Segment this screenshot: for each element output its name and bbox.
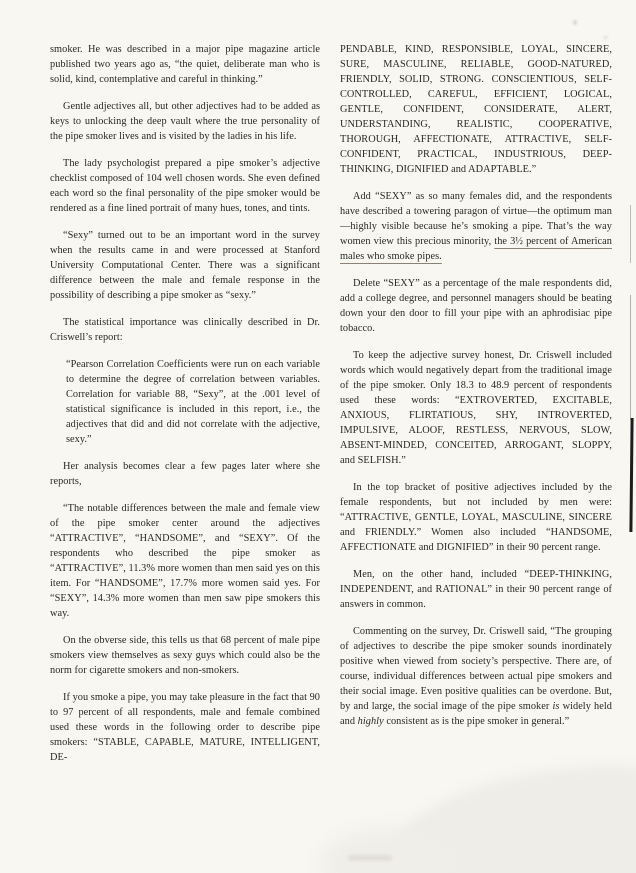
italic-text-segment: highly — [357, 716, 384, 727]
text-segment: widely held and — [340, 701, 612, 727]
paragraph — [50, 156, 320, 216]
right-column — [340, 42, 612, 741]
text-segment: On the obverse side, this tells us that 68 percent of male pipe smokers view themselves as sexy guys which could also be the norm for cigarette smokers and non-smokers. — [50, 635, 320, 676]
text-segment: Men, on the other hand, included “DEEP-THINKING, INDEPENDENT, and RATIONAL” in their 90 percent range of answers in common. — [340, 569, 612, 610]
text-segment: smoker. He was described in a major pipe magazine article published two years ago as, “the quiet, deliberate man who is solid, kind, contemplative and careful in thinking.” — [50, 44, 320, 85]
scan-edge-line-artifact — [629, 418, 633, 532]
paragraph — [50, 99, 320, 144]
paragraph — [340, 42, 612, 177]
blockquote-paragraph — [50, 357, 320, 447]
text-segment: The statistical importance was clinically described in Dr. Criswell’s report: — [50, 317, 320, 343]
paragraph — [340, 276, 612, 336]
scan-edge-line-artifact — [630, 205, 631, 263]
text-segment: To keep the adjective survey honest, Dr. Criswell included words which would negatively depart from the traditional image of the pipe smoker. Only 18.3 to 48.9 percent of respondents used these words: “EXTROVERTED, EXCITABLE, ANXIOUS, FLIRTATIOUS, SHY, INTROVERTED, IMPULSIVE, ALOOF, RESTLESS, NERVOUS, SLOW, ABSENT-MINDED, CONCEITED, ARROGANT, SLOPPY, and SELFISH.” — [340, 350, 612, 466]
text-segment: If you smoke a pipe, you may take pleasure in the fact that 90 to 97 percent of all respondents, male and female combined used these words in the following order to describe pipe smokers: “STABLE, CAPABLE, MATURE, INTELLIGENT, DE- — [50, 692, 321, 763]
text-segment: Gentle adjectives all, but other adjectives had to be added as keys to unlocking the deep vault where the true personality of the pipe smoker lives and is visited by the ladies in his life. — [50, 101, 320, 142]
text-segment: consistent as is the pipe smoker in general.” — [383, 716, 570, 727]
paragraph — [50, 633, 320, 678]
scan-speck-artifact — [573, 20, 577, 25]
text-segment: Add “SEXY” as so many females did, and the respondents have described a towering paragon of virtue—the optimum man—highly visible because he’s smoking a pipe. That’s the way women view this precious minority, — [340, 191, 612, 247]
paragraph — [50, 228, 320, 303]
paragraph — [50, 42, 320, 87]
scan-smudge-artifact — [348, 855, 392, 861]
paragraph — [50, 690, 320, 765]
text-segment: The lady psychologist prepared a pipe smoker’s adjective checklist composed of 104 well chosen words. She even defined each word so the final personality of the pipe smoker would be rendered as a fine lined portrait of many hues, tones, and tints. — [50, 158, 320, 214]
paragraph — [340, 480, 612, 555]
text-segment: “The notable differences between the male and female view of the pipe smoker center around the adjectives “ATTRACTIVE”, “HANDSOME”, and “SEXY”. Of the respondents who described the pipe smoker as “ATTRACTIVE”, 11.3% more women than men said yes on this item. For “HANDSOME”, 17.7% more women said yes. For “SEXY”, 14.3% more women than men saw pipe smokers this way. — [50, 503, 320, 619]
text-segment: “Pearson Correlation Coefficients were run on each variable to determine the degree of correlation between variables. Correlation for variable 88, “Sexy”, at the .001 level of statistical significance is included in this report, i.e., the adjectives that did and did not correlate with the adjective, sexy.” — [66, 359, 320, 445]
text-segment: In the top bracket of positive adjectives included by the female respondents, but not included by men were: “ATTRACTIVE, GENTLE, LOYAL, MASCULINE, SINCERE and FRIENDLY.” Women also included “HANDSOME, AFFECTIONATE and DIGNIFIED” in their 90 percent range. — [340, 482, 612, 553]
text-segment: Her analysis becomes clear a few pages later where she reports, — [50, 461, 320, 487]
text-segment: Delete “SEXY” as a percentage of the male respondents did, add a college degree, and personnel managers should be beating down your den door to fill your pipe with an aphrodisiac pipe tobacco. — [340, 278, 612, 334]
paragraph — [340, 624, 612, 729]
scan-speck-artifact — [603, 36, 608, 39]
paragraph — [50, 315, 320, 345]
text-segment: PENDABLE, KIND, RESPONSIBLE, LOYAL, SINCERE, SURE, MASCULINE, RELIABLE, GOOD-NATURED, FRIENDLY, SOLID, STRONG. CONSCIENTIOUS, SELF-CONTROLLED, CAREFUL, EFFICIENT, LOGICAL, GENTLE, CONFIDENT, CONSIDERATE, ALERT, UNDERSTANDING, REALISTIC, COOPERATIVE, THOROUGH, AFFECTIONATE, ATTRACTIVE, SELF-CONFIDENT, PRACTICAL, INDUSTRIOUS, DEEP-THINKING, DIGNIFIED and ADAPTABLE.” — [340, 44, 612, 175]
pencil-underlined-text: the 3½ percent of American males who smoke pipes. — [340, 236, 612, 262]
paragraph — [340, 189, 612, 264]
text-segment: Commenting on the survey, Dr. Criswell said, “The grouping of adjectives to describe the pipe smoker sounds inordinately positive when viewed from society’s perspective. There are, of course, individual differences between actual pipe smokers and their social image. Even positive qualities can be overdone. But, by and large, the social image of the pipe smoker — [340, 626, 612, 712]
text-segment: “Sexy” turned out to be an important word in the survey when the results came in and were processed at Stanford University Computational Center. There was a significant difference between the male and female response in the possibility of describing a pipe smoker as “sexy.” — [50, 230, 320, 301]
paragraph — [50, 459, 320, 489]
paragraph — [340, 348, 612, 468]
paragraph — [50, 501, 320, 621]
paragraph — [340, 567, 612, 612]
italic-text-segment: is — [552, 701, 560, 712]
scan-edge-line-artifact — [630, 295, 631, 420]
left-column — [50, 42, 320, 777]
